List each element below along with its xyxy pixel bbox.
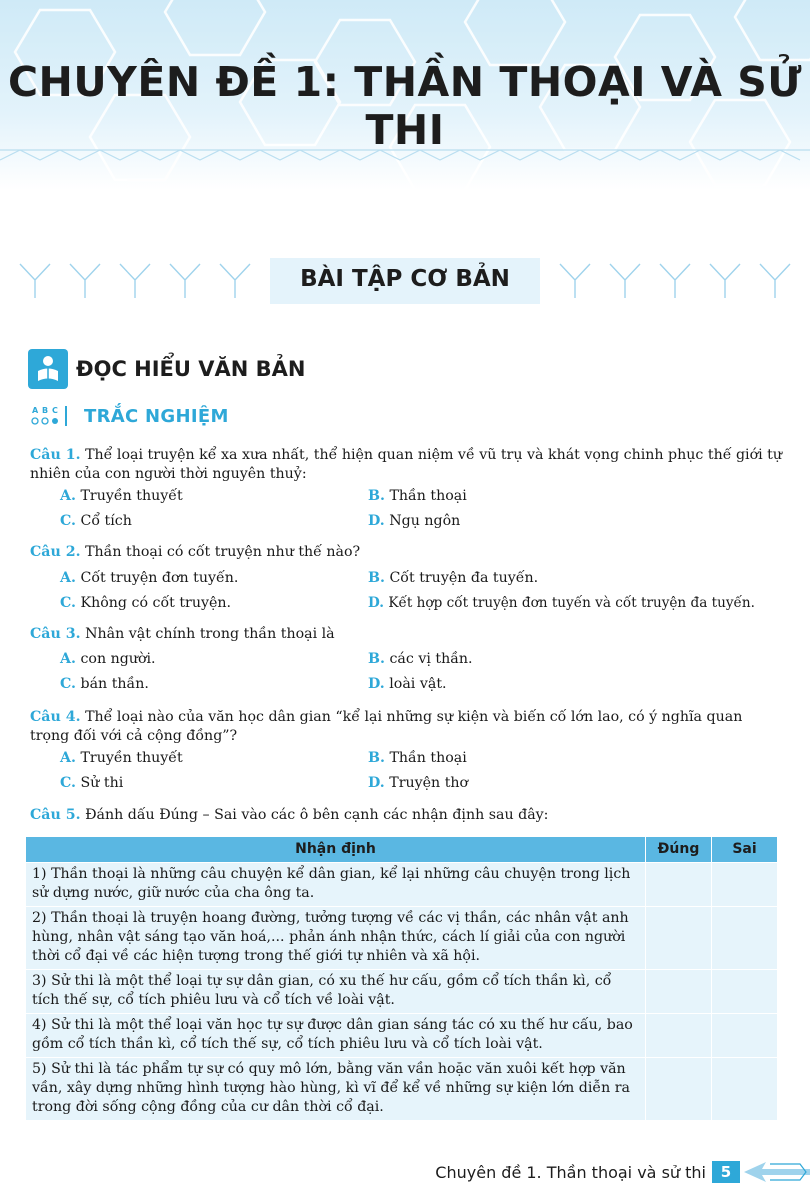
false-checkbox[interactable] — [712, 1014, 778, 1058]
question-4 — [30, 708, 782, 746]
mcq-heading — [30, 404, 229, 428]
question-number: Câu 1. — [30, 447, 81, 463]
svg-text:C: C — [52, 406, 58, 415]
true-checkbox[interactable] — [646, 1058, 712, 1121]
page-footer — [435, 1158, 810, 1186]
statement-cell: 1) Thần thoại là những câu chuyện kể dân gian, kể lại những câu chuyện trong lịch sử dựng nước, giữ nước của cha ông ta. — [26, 863, 646, 907]
statement-cell: 3) Sử thi là một thể loại tự sự dân gian, có xu thế hư cấu, gồm cổ tích thần kì, cổ tích thế sự, cổ tích phiêu lưu và cổ tích về loài vật. — [26, 970, 646, 1014]
option-b: B. các vị thần. — [368, 651, 473, 667]
chapter-title: CHUYÊN ĐỀ 1: THẦN THOẠI VÀ SỬ THI — [7, 58, 803, 154]
header-statement: Nhận định — [26, 837, 646, 863]
table-row — [26, 1058, 778, 1121]
table-header-row — [26, 837, 778, 863]
false-checkbox[interactable] — [712, 863, 778, 907]
option-c: C. Không có cốt truyện. — [60, 595, 232, 611]
true-false-table — [25, 836, 778, 1121]
question-number: Câu 4. — [30, 709, 81, 725]
option-c: C. bán thần. — [60, 676, 149, 692]
header-true: Đúng — [646, 837, 712, 863]
option-d: D. Kết hợp cốt truyện đơn tuyến và cốt truyện đa tuyến. — [368, 595, 755, 611]
svg-text:B: B — [42, 406, 49, 415]
option-a: A. Truyền thuyết — [60, 750, 183, 766]
option-a: A. Cốt truyện đơn tuyến. — [60, 570, 239, 586]
reading-heading — [28, 346, 306, 392]
true-checkbox[interactable] — [646, 863, 712, 907]
reader-book-icon — [28, 349, 68, 389]
page-number: 5 — [712, 1161, 740, 1183]
option-d: D. Truyện thơ — [368, 775, 469, 791]
question-text: Thể loại nào của văn học dân gian “kể lại những sự kiện và biến cố lớn lao, có ý nghĩa quan trọng đối với cả cộng đồng”? — [30, 709, 743, 744]
option-b: B. Thần thoại — [368, 750, 467, 766]
question-text: Nhân vật chính trong thần thoại là — [85, 626, 335, 642]
question-2 — [30, 543, 782, 562]
arrow-decoration-icon — [740, 1158, 810, 1186]
table-row — [26, 907, 778, 970]
true-checkbox[interactable] — [646, 970, 712, 1014]
table-row — [26, 863, 778, 907]
question-1 — [30, 446, 782, 484]
reading-heading-label: ĐỌC HIỂU VĂN BẢN — [76, 357, 306, 381]
option-c: C. Sử thi — [60, 775, 124, 791]
table-row — [26, 970, 778, 1014]
true-checkbox[interactable] — [646, 907, 712, 970]
option-a: A. Truyền thuyết — [60, 488, 183, 504]
true-checkbox[interactable] — [646, 1014, 712, 1058]
question-text: Thể loại truyện kể xa xưa nhất, thể hiện quan niệm về vũ trụ và khát vọng chinh phục thế giới tự nhiên của con người thời nguyên thuỷ: — [30, 447, 782, 482]
false-checkbox[interactable] — [712, 1058, 778, 1121]
question-number: Câu 3. — [30, 626, 81, 642]
question-5 — [30, 806, 782, 825]
table-row — [26, 1014, 778, 1058]
false-checkbox[interactable] — [712, 970, 778, 1014]
header-false: Sai — [712, 837, 778, 863]
option-d: D. Ngụ ngôn — [368, 513, 461, 529]
statement-cell: 4) Sử thi là một thể loại văn học tự sự được dân gian sáng tác có xu thế hư cấu, bao gồm cổ tích thần kì, cổ tích thế sự, cổ tích phiêu lưu và cổ tích loài vật. — [26, 1014, 646, 1058]
option-d: D. loài vật. — [368, 676, 447, 692]
statement-cell: 5) Sử thi là tác phẩm tự sự có quy mô lớn, bằng văn vần hoặc văn xuôi kết hợp văn vần, xây dựng những hình tượng hào hùng, kì vĩ để kể về những sự kiện lớn diễn ra trong đời sống cộng đồng của cư dân thời cổ đại. — [26, 1058, 646, 1121]
option-c: C. Cổ tích — [60, 513, 132, 529]
question-number: Câu 5. — [30, 807, 81, 823]
false-checkbox[interactable] — [712, 907, 778, 970]
mcq-heading-label: TRẮC NGHIỆM — [84, 405, 229, 427]
option-b: B. Thần thoại — [368, 488, 467, 504]
option-b: B. Cốt truyện đa tuyến. — [368, 570, 539, 586]
statement-cell: 2) Thần thoại là truyện hoang đường, tưởng tượng về các vị thần, các nhân vật anh hùng, nhân vật sáng tạo văn hoá,... phản ánh nhận thức, cách lí giải của con người thời cổ đại về các hiện tượng trong thế giới tự nhiên và xã hội. — [26, 907, 646, 970]
option-a: A. con người. — [60, 651, 156, 667]
question-number: Câu 2. — [30, 544, 81, 560]
abc-choice-icon — [30, 404, 72, 428]
footer-chapter-label: Chuyên đề 1. Thần thoại và sử thi — [435, 1162, 706, 1182]
question-text: Đánh dấu Đúng – Sai vào các ô bên cạnh các nhận định sau đây: — [85, 807, 549, 823]
question-text: Thần thoại có cốt truyện như thế nào? — [85, 544, 361, 560]
section-title: BÀI TẬP CƠ BẢN — [300, 266, 510, 292]
question-3 — [30, 625, 782, 644]
svg-text:A: A — [32, 406, 39, 415]
